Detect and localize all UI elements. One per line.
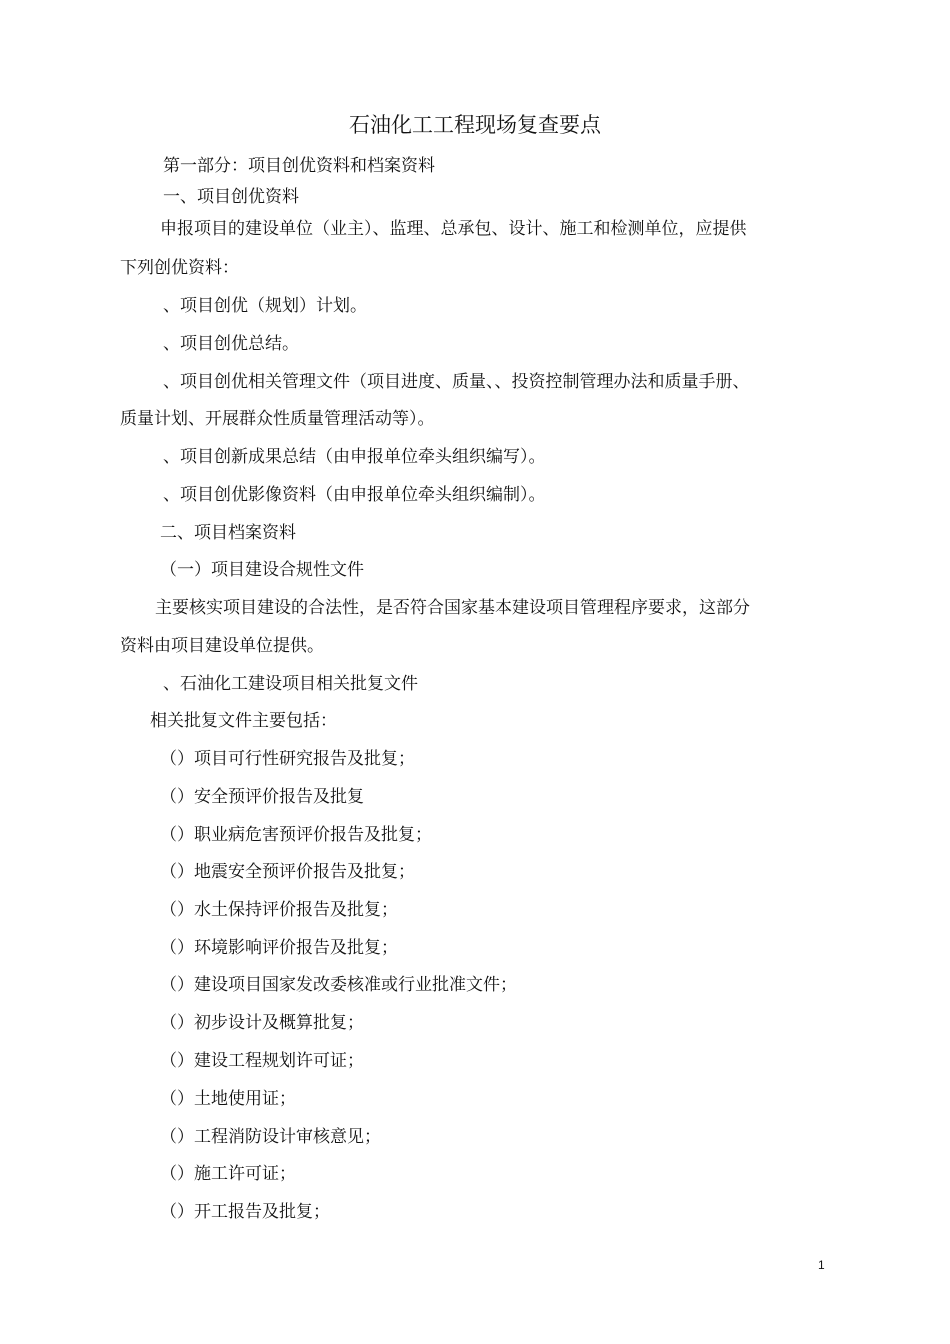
list-item: 、项目创优（规划）计划。 (163, 296, 367, 316)
list-item: （）施工许可证； (160, 1164, 296, 1184)
list-item: 、项目创新成果总结（由申报单位牵头组织编写）。 (163, 447, 546, 467)
approval-heading: 、石油化工建设项目相关批复文件 (163, 674, 418, 694)
list-item: （）建设项目国家发改委核准或行业批准文件； (160, 975, 517, 995)
list-item: 、项目创优影像资料（由申报单位牵头组织编制）。 (163, 485, 546, 505)
list-item: （）初步设计及概算批复； (160, 1013, 364, 1033)
list-item: （）建设工程规划许可证； (160, 1051, 364, 1071)
list-item: （）水土保持评价报告及批复； (160, 900, 398, 920)
list-item: （）职业病危害预评价报告及批复； (160, 825, 432, 845)
part1-heading: 第一部分：项目创优资料和档案资料 (163, 156, 435, 176)
list-item: （）环境影响评价报告及批复； (160, 938, 398, 958)
list-item: （）项目可行性研究报告及批复； (160, 749, 415, 769)
subsection1-intro-line2: 资料由项目建设单位提供。 (120, 636, 324, 656)
section1-intro-line2: 下列创优资料： (120, 258, 239, 278)
subsection1-intro-line1: 主要核实项目建设的合法性，是否符合国家基本建设项目管理程序要求，这部分 (155, 598, 750, 618)
list-item: 、项目创优相关管理文件（项目进度、质量、、投资控制管理办法和质量手册、 (163, 372, 750, 392)
list-item: 质量计划、开展群众性质量管理活动等）。 (120, 409, 435, 429)
document-title: 石油化工工程现场复查要点 (349, 113, 601, 137)
page-number: 1 (818, 1258, 825, 1272)
approval-intro: 相关批复文件主要包括： (150, 711, 337, 731)
section2-heading: 二、项目档案资料 (160, 523, 296, 543)
list-item: （）安全预评价报告及批复 (160, 787, 364, 807)
list-item: 、项目创优总结。 (163, 334, 299, 354)
list-item: （）地震安全预评价报告及批复； (160, 862, 415, 882)
list-item: （）开工报告及批复； (160, 1202, 330, 1222)
section1-intro-line1: 申报项目的建设单位（业主）、监理、总承包、设计、施工和检测单位，应提供 (160, 219, 747, 239)
section1-heading: 一、项目创优资料 (163, 187, 299, 207)
list-item: （）土地使用证； (160, 1089, 296, 1109)
subsection1-heading: （一）项目建设合规性文件 (160, 560, 364, 580)
list-item: （）工程消防设计审核意见； (160, 1127, 381, 1147)
